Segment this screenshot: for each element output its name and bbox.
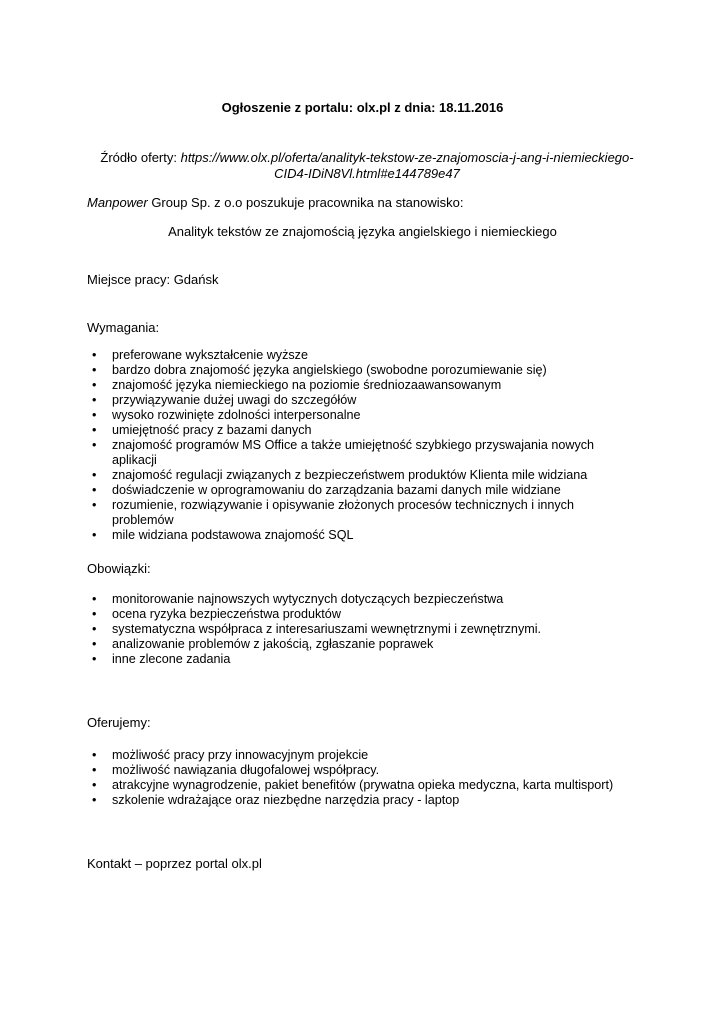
- duties-list: [87, 592, 627, 667]
- list-item: • doświadczenie w oprogramowaniu do zarządzania bazami danych mile widziane: [87, 483, 627, 498]
- list-item: • atrakcyjne wynagrodzenie, pakiet benefitów (prywatna opieka medyczna, karta multisport): [87, 778, 647, 793]
- requirements-list: [87, 348, 627, 543]
- list-item: • wysoko rozwinięte zdolności interpersonalne: [87, 408, 627, 423]
- list-item: • systematyczna współpraca z interesariuszami wewnętrznymi i zewnętrznymi.: [87, 622, 627, 637]
- duties-heading: Obowiązki:: [87, 561, 151, 576]
- list-item: • umiejętność pracy z bazami danych: [87, 423, 627, 438]
- location-line: Miejsce pracy: Gdańsk: [87, 272, 219, 287]
- list-item: • znajomość języka niemieckiego na poziomie średniozaawansowanym: [87, 378, 627, 393]
- offer-heading: Oferujemy:: [87, 715, 151, 730]
- list-item: • znajomość programów MS Office a także umiejętność szybkiego przyswajania nowych aplikacji: [87, 438, 602, 468]
- list-item: • mile widziana podstawowa znajomość SQL: [87, 528, 627, 543]
- requirements-heading: Wymagania:: [87, 320, 160, 335]
- list-item: • preferowane wykształcenie wyższe: [87, 348, 627, 363]
- list-item: • ocena ryzyka bezpieczeństwa produktów: [87, 607, 627, 622]
- source-label: Źródło oferty:: [100, 150, 181, 165]
- contact-line: Kontakt – poprzez portal olx.pl: [87, 856, 262, 871]
- list-item: • przywiązywanie dużej uwagi do szczegółów: [87, 393, 627, 408]
- intro-line: [87, 195, 464, 210]
- list-item: • analizowanie problemów z jakością, zgłaszanie poprawek: [87, 637, 627, 652]
- list-item: • monitorowanie najnowszych wytycznych dotyczących bezpieczeństwa: [87, 592, 627, 607]
- document-title: Ogłoszenie z portalu: olx.pl z dnia: 18.11.2016: [221, 100, 504, 115]
- source-line: [87, 150, 647, 182]
- offer-list: [87, 748, 647, 808]
- list-item: • bardzo dobra znajomość języka angielskiego (swobodne porozumiewanie się): [87, 363, 627, 378]
- list-item: • szkolenie wdrażające oraz niezbędne narzędzia pracy - laptop: [87, 793, 647, 808]
- source-url: https://www.olx.pl/oferta/analityk-tekstow-ze-znajomoscia-j-ang-i-niemieckiego-CID4-IDiN8Vl.html#e144789e47: [180, 150, 634, 181]
- list-item: • możliwość nawiązania długofalowej współpracy.: [87, 763, 647, 778]
- list-item: • znajomość regulacji związanych z bezpieczeństwem produktów Klienta mile widziana: [87, 468, 627, 483]
- list-item: • inne zlecone zadania: [87, 652, 627, 667]
- company-name: Manpower: [87, 195, 148, 210]
- list-item: • możliwość pracy przy innowacyjnym projekcie: [87, 748, 647, 763]
- list-item: • rozumienie, rozwiązywanie i opisywanie złożonych procesów technicznych i innych problemów: [87, 498, 582, 528]
- position-title: Analityk tekstów ze znajomością języka angielskiego i niemieckiego: [168, 224, 557, 239]
- intro-text: Group Sp. z o.o poszukuje pracownika na stanowisko:: [147, 195, 464, 210]
